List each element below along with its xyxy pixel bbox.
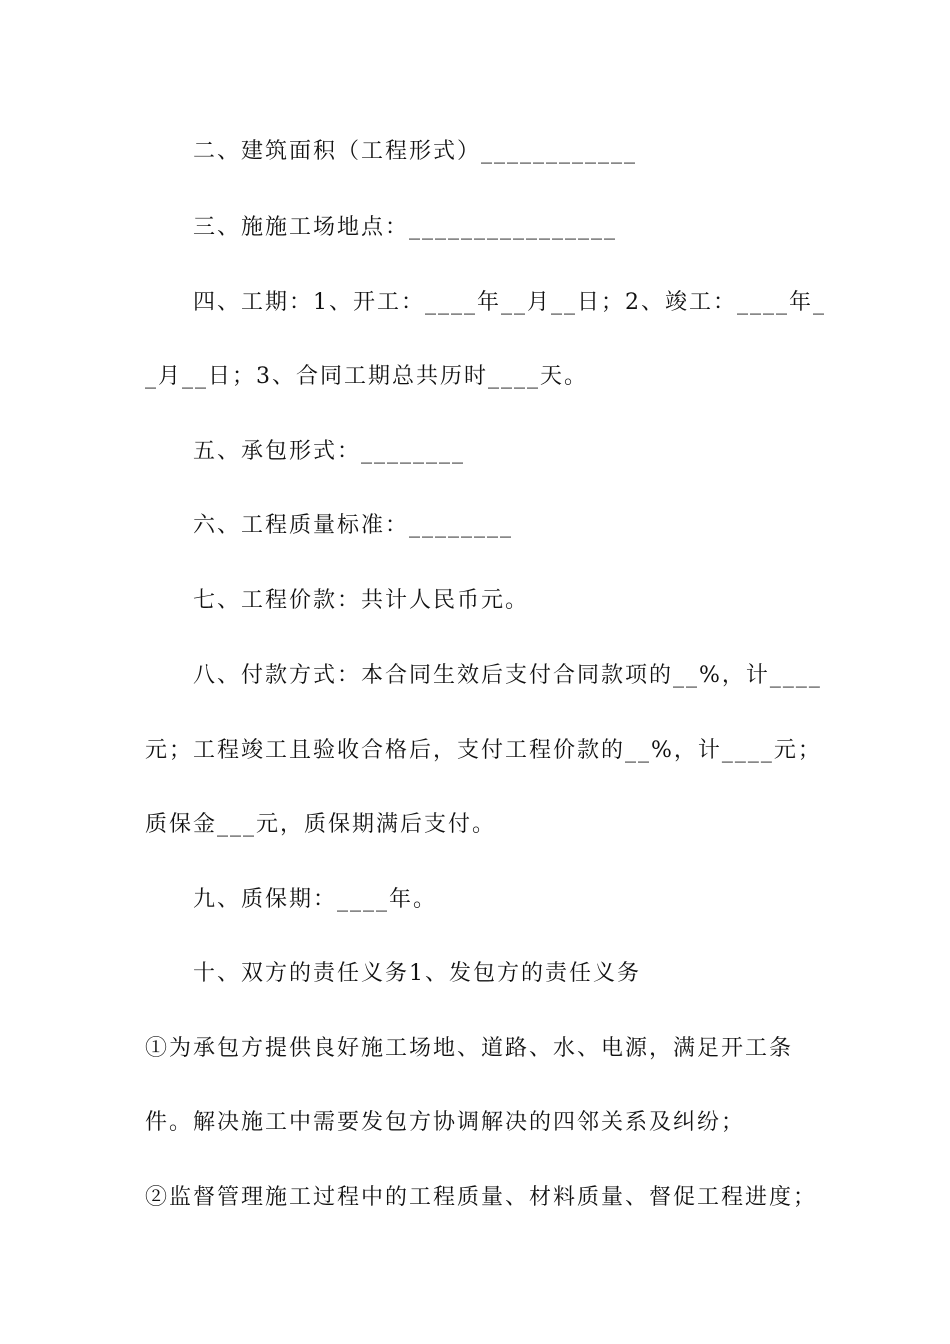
paragraph-schedule-line1: 四、工期：1、开工：____年__月__日；2、竣工：____年_ (193, 290, 826, 315)
list-item-1-line1: ①为承包方提供良好施工场地、道路、水、电源，满足开工条 (145, 1036, 794, 1061)
list-item-2: ②监督管理施工过程中的工程质量、材料质量、督促工程进度； (145, 1185, 818, 1210)
paragraph-payment-line3: 质保金___元，质保期满后支付。 (145, 812, 497, 837)
paragraph-schedule-line2: _月__日；3、合同工期总共历时____天。 (145, 364, 588, 389)
paragraph-payment-line1: 八、付款方式：本合同生效后支付合同款项的__%，计____ (193, 663, 822, 688)
paragraph-quality-standard: 六、工程质量标准：________ (193, 513, 514, 538)
paragraph-site-location: 三、施施工场地点：________________ (193, 215, 618, 240)
paragraph-building-area: 二、建筑面积（工程形式）____________ (193, 139, 638, 164)
paragraph-contract-price: 七、工程价款：共计人民币元。 (193, 588, 530, 613)
paragraph-responsibilities-heading: 十、双方的责任义务1、发包方的责任义务 (193, 961, 641, 986)
paragraph-warranty-period: 九、质保期：____年。 (193, 887, 438, 912)
paragraph-payment-line2: 元；工程竣工且验收合格后，支付工程价款的__%，计____元； (145, 738, 822, 763)
list-item-1-line2: 件。解决施工中需要发包方协调解决的四邻关系及纠纷； (145, 1110, 746, 1135)
paragraph-contract-form: 五、承包形式：________ (193, 439, 466, 464)
